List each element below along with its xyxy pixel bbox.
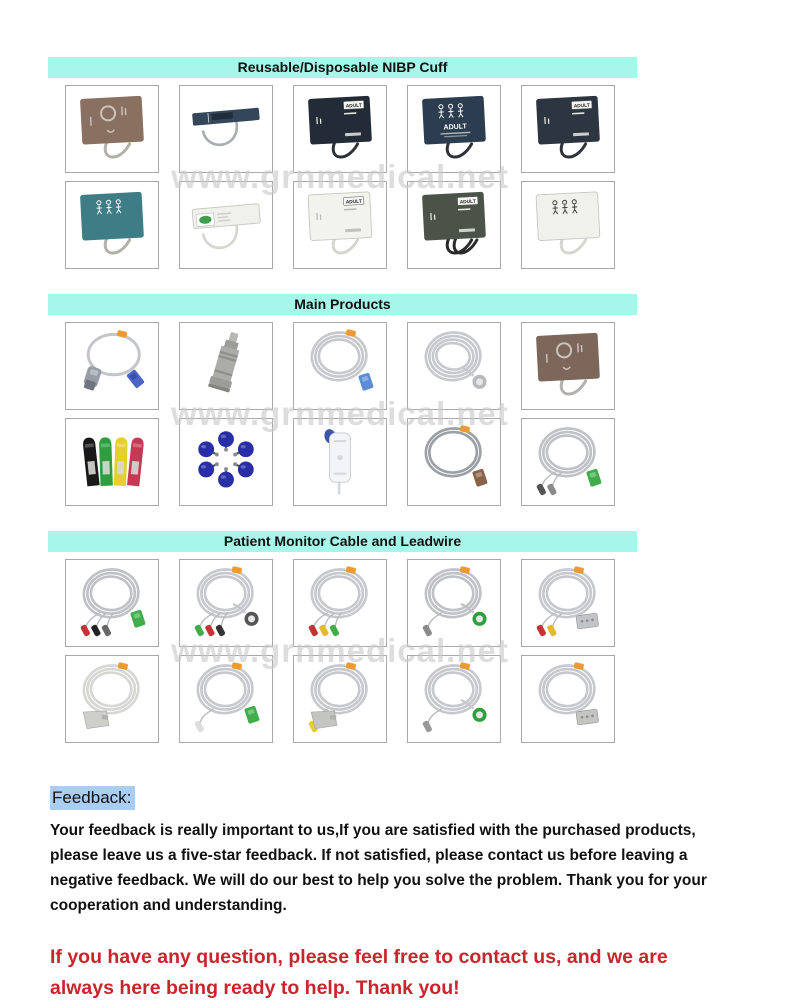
- product-grid: [65, 559, 615, 743]
- product-photo-white-family-nibp-cuff: [521, 181, 615, 269]
- product-grid-wrap: [65, 322, 615, 506]
- svg-text:ADULT: ADULT: [443, 123, 468, 132]
- product-photo-limb-clamp-electrodes: [65, 418, 159, 506]
- product-photo-ecg-trunk-cable-green-round: [407, 655, 501, 743]
- product-photo-ecg-cable-3-lead: [521, 559, 615, 647]
- product-photo-ecg-multi-link-trunk-cable: [521, 655, 615, 743]
- section-title: Main Products: [294, 296, 391, 312]
- product-grid: [65, 85, 615, 269]
- section-title-bar: [48, 294, 637, 315]
- product-photo-brown-nibp-cuff: [521, 322, 615, 410]
- section-title: Reusable/Disposable NIBP Cuff: [237, 59, 448, 75]
- product-photo-coiled-interface-cable: [407, 322, 501, 410]
- product-photo-dark-nibp-cuff: [521, 85, 615, 173]
- product-photo-navy-adult-family-nibp-cuff: [407, 85, 501, 173]
- svg-text:ADULT: ADULT: [573, 103, 590, 110]
- product-photo-brown-reusable-nibp-cuff: [65, 85, 159, 173]
- product-photo-ibp-transducer: [293, 418, 387, 506]
- product-grid: [65, 322, 615, 506]
- product-photo-ecg-cable-multi-connector: [407, 559, 501, 647]
- feedback-body-text: Your feedback is really important to us,If you are satisfied with the purchased products, please leave us a five-star feedback. If not satisfied, please contact us before leaving a negative feedback. We will do our best to help you solve the problem. Thank you for your cooperation and understanding.: [50, 822, 707, 914]
- product-grid-wrap: [65, 559, 615, 743]
- svg-text:ADULT: ADULT: [459, 199, 476, 206]
- svg-text:ADULT: ADULT: [345, 103, 362, 110]
- watermark-text: www.grnmedical.net: [171, 158, 509, 195]
- product-photo-ecg-cable-colored-clips: [293, 559, 387, 647]
- watermark-text: www.grnmedical.net: [171, 632, 509, 669]
- product-photo-white-veterinary-nibp-cuff: [179, 181, 273, 269]
- watermark-text: www.grnmedical.net: [171, 395, 509, 432]
- contact-note-text: If you have any question, please feel free to contact us, and we are always here being ready to help. Thank you!: [50, 946, 668, 999]
- product-grid-wrap: [65, 85, 615, 269]
- section-title: Patient Monitor Cable and Leadwire: [223, 533, 462, 549]
- product-photo-teal-nibp-cuff: [65, 181, 159, 269]
- section-cable-leadwire: [48, 531, 637, 743]
- feedback-section: [50, 786, 750, 1004]
- svg-text:ADULT: ADULT: [345, 199, 362, 206]
- product-photo-ecg-cable-5-lead-clip: [179, 559, 273, 647]
- section-main-products: [48, 294, 637, 506]
- section-title-bar: [48, 531, 637, 552]
- product-photo-ecg-trunk-cable-green: [521, 418, 615, 506]
- product-photo-ecg-trunk-cable-green-square: [179, 655, 273, 743]
- product-photo-spo2-trunk-cable-flat-connector: [65, 655, 159, 743]
- feedback-heading: Feedback:: [50, 786, 135, 810]
- product-photo-dark-green-two-tube-nibp-cuff: [407, 181, 501, 269]
- product-photo-suction-bulb-electrodes: [179, 418, 273, 506]
- product-photo-ecg-cable-3-lead-snap: [65, 559, 159, 647]
- product-photo-black-adult-nibp-cuff: [293, 85, 387, 173]
- section-title-bar: [48, 57, 637, 78]
- product-photo-ecg-trunk-cable-wedge: [293, 655, 387, 743]
- product-photo-spo2-adapter-cable: [407, 418, 501, 506]
- product-photo-navy-flat-nibp-cuff: [179, 85, 273, 173]
- product-photo-spo2-extension-cable: [293, 322, 387, 410]
- section-nibp-cuff: [48, 57, 637, 269]
- product-photo-spo2-finger-sensor: [65, 322, 159, 410]
- product-photo-metal-connector: [179, 322, 273, 410]
- product-photo-white-disposable-adult-nibp-cuff: [293, 181, 387, 269]
